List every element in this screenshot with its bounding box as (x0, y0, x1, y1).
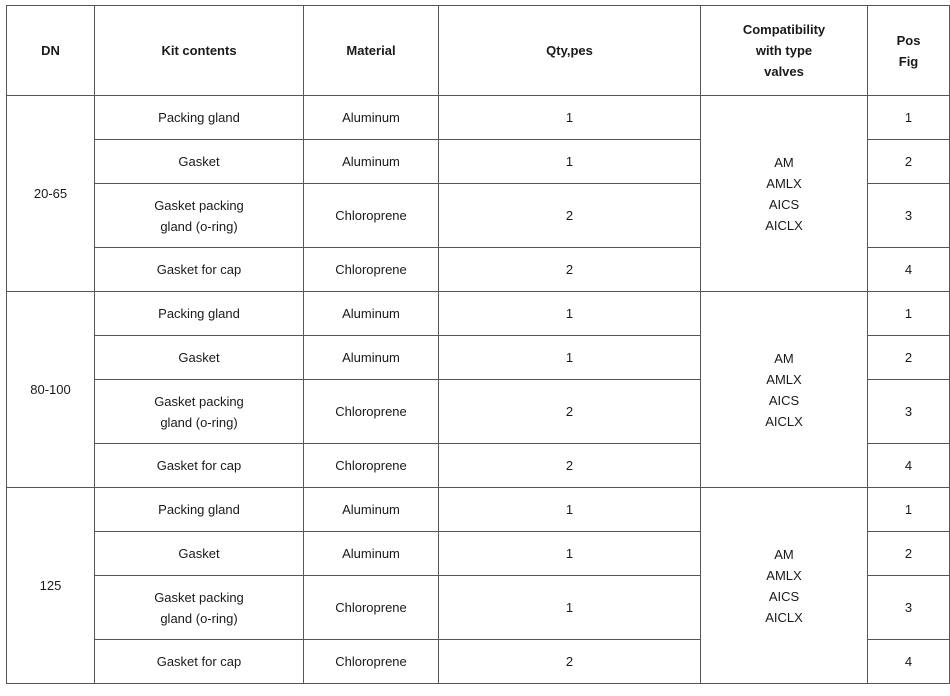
table-body (7, 96, 950, 684)
header-row (7, 6, 950, 96)
compatible-valve-type: AMLX (766, 567, 802, 583)
header-material: Material (304, 6, 439, 96)
material-cell: Chloroprene (304, 184, 439, 248)
compatible-valve-type: AM (774, 154, 794, 170)
compatible-valve-type: AICS (768, 588, 800, 604)
compatible-valve-type: AICLX (765, 413, 803, 429)
qty-cell: 1 (439, 140, 701, 184)
pos-fig-cell: 2 (868, 336, 950, 380)
pos-fig-cell: 1 (868, 292, 950, 336)
material-cell: Aluminum (304, 96, 439, 140)
qty-cell: 2 (439, 640, 701, 684)
dn-cell: 125 (7, 488, 95, 684)
header-pos-fig (868, 6, 950, 96)
compatible-valve-type: AICLX (765, 609, 803, 625)
kit-contents-cell: Gasket for cap (95, 248, 304, 292)
pos-fig-cell: 3 (868, 380, 950, 444)
kit-contents-cell: Gasket for cap (95, 444, 304, 488)
qty-cell: 2 (439, 380, 701, 444)
kit-contents-cell: Packing gland (95, 96, 304, 140)
kit-contents-line2: gland (o-ring) (160, 414, 238, 430)
pos-fig-cell: 3 (868, 184, 950, 248)
compatibility-cell (701, 488, 868, 684)
pos-fig-cell: 2 (868, 532, 950, 576)
material-cell: Aluminum (304, 532, 439, 576)
header-dn: DN (7, 6, 95, 96)
header-compat-line1: Compatibility (742, 22, 826, 37)
compatible-valve-type: AM (774, 546, 794, 562)
compatible-valve-type: AICS (768, 392, 800, 408)
material-cell: Aluminum (304, 140, 439, 184)
kit-contents-cell: Gasket (95, 140, 304, 184)
qty-cell: 1 (439, 488, 701, 532)
compatible-valve-type: AICS (768, 196, 800, 212)
dn-cell: 80-100 (7, 292, 95, 488)
material-cell: Chloroprene (304, 640, 439, 684)
material-cell: Aluminum (304, 336, 439, 380)
qty-cell: 2 (439, 184, 701, 248)
kit-contents-table (6, 5, 950, 684)
kit-contents-cell: Gasket (95, 532, 304, 576)
kit-contents-cell: Gasket (95, 336, 304, 380)
kit-contents-cell: Packing gland (95, 488, 304, 532)
pos-fig-cell: 4 (868, 640, 950, 684)
compatible-valve-type: AMLX (766, 175, 802, 191)
header-compat-line3: valves (764, 64, 804, 79)
table-row (7, 488, 950, 532)
kit-contents-cell (95, 184, 304, 248)
qty-cell: 1 (439, 292, 701, 336)
qty-cell: 1 (439, 532, 701, 576)
kit-contents-line2: gland (o-ring) (160, 218, 238, 234)
compatibility-cell (701, 96, 868, 292)
qty-cell: 2 (439, 248, 701, 292)
header-pos-line2: Fig (898, 53, 919, 69)
header-qty: Qty,pes (439, 6, 701, 96)
pos-fig-cell: 1 (868, 96, 950, 140)
compatible-valve-type: AMLX (766, 371, 802, 387)
qty-cell: 1 (439, 336, 701, 380)
material-cell: Aluminum (304, 488, 439, 532)
kit-contents-line1: Gasket packing (154, 393, 244, 409)
kit-contents-line1: Gasket packing (154, 197, 244, 213)
compatibility-cell (701, 292, 868, 488)
compatible-valve-type: AICLX (765, 217, 803, 233)
kit-contents-cell: Gasket for cap (95, 640, 304, 684)
pos-fig-cell: 1 (868, 488, 950, 532)
dn-cell: 20-65 (7, 96, 95, 292)
material-cell: Chloroprene (304, 248, 439, 292)
table-row (7, 96, 950, 140)
kit-contents-line2: gland (o-ring) (160, 610, 238, 626)
material-cell: Chloroprene (304, 380, 439, 444)
header-kit-contents: Kit contents (95, 6, 304, 96)
material-cell: Chloroprene (304, 444, 439, 488)
header-compatibility (701, 6, 868, 96)
qty-cell: 2 (439, 444, 701, 488)
pos-fig-cell: 2 (868, 140, 950, 184)
header-pos-line1: Pos (896, 32, 921, 48)
pos-fig-cell: 3 (868, 576, 950, 640)
material-cell: Chloroprene (304, 576, 439, 640)
table-row (7, 292, 950, 336)
material-cell: Aluminum (304, 292, 439, 336)
qty-cell: 1 (439, 576, 701, 640)
compatible-valve-type: AM (774, 350, 794, 366)
kit-contents-cell: Packing gland (95, 292, 304, 336)
qty-cell: 1 (439, 96, 701, 140)
kit-contents-cell (95, 576, 304, 640)
header-compat-line2: with type (755, 43, 813, 58)
kit-contents-line1: Gasket packing (154, 589, 244, 605)
pos-fig-cell: 4 (868, 248, 950, 292)
pos-fig-cell: 4 (868, 444, 950, 488)
kit-contents-cell (95, 380, 304, 444)
